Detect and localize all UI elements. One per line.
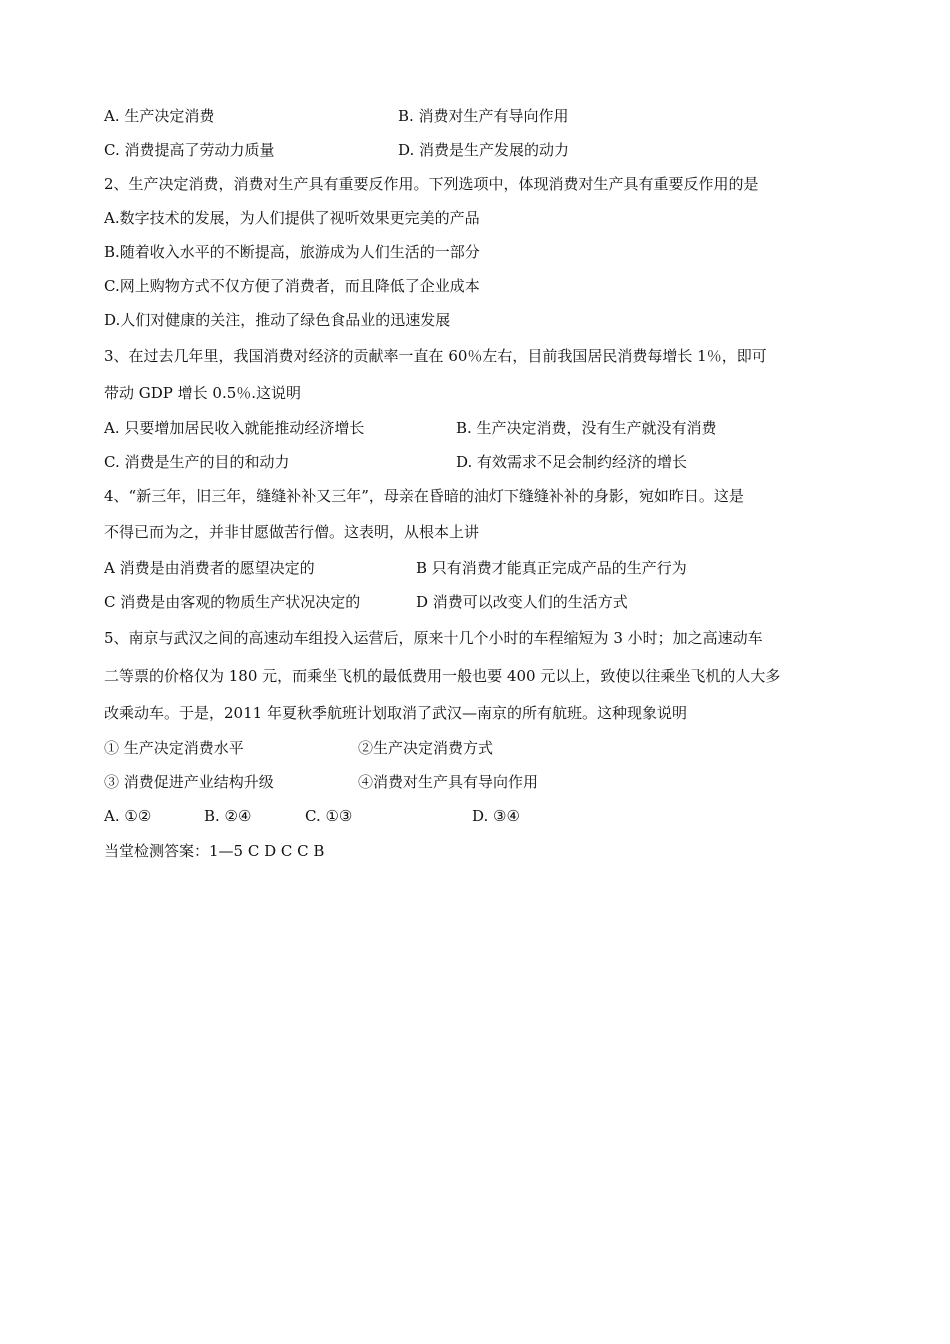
q2-option-b: B.随着收入水平的不断提高，旅游成为人们生活的一部分 [104, 243, 480, 261]
q5-option-d: D. ③④ [472, 807, 520, 825]
q4-stem-line1: 4、“新三年，旧三年，缝缝补补又三年”，母亲在昏暗的油灯下缝缝补补的身影，宛如昨日。这是 [104, 487, 744, 505]
q3-option-d: D. 有效需求不足会制约经济的增长 [456, 453, 688, 471]
q5-stem-line3: 改乘动车。于是，2011 年夏秋季航班计划取消了武汉—南京的所有航班。这种现象说明 [104, 704, 687, 722]
q2-stem: 2、生产决定消费，消费对生产具有重要反作用。下列选项中，体现消费对生产具有重要反作用的是 [104, 175, 759, 193]
q4-option-b: B 只有消费才能真正完成产品的生产行为 [416, 559, 687, 577]
answer-key: 当堂检测答案：1—5 C D C C B [104, 842, 325, 860]
q2-option-d: D.人们对健康的关注，推动了绿色食品业的迅速发展 [104, 311, 451, 329]
q5-stem-line2: 二等票的价格仅为 180 元，而乘坐飞机的最低费用一般也要 400 元以上，致使以往乘坐飞机的人大多 [104, 667, 781, 685]
q5-stem-line1: 5、南京与武汉之间的高速动车组投入运营后，原来十几个小时的车程缩短为 3 小时；加之高速动车 [104, 629, 763, 647]
q5-item-4: ④消费对生产具有导向作用 [358, 773, 539, 791]
q1-option-c: C. 消费提高了劳动力质量 [104, 141, 275, 159]
q1-option-b: B. 消费对生产有导向作用 [398, 107, 569, 125]
q2-option-c: C.网上购物方式不仅方便了消费者，而且降低了企业成本 [104, 277, 480, 295]
q3-option-c: C. 消费是生产的目的和动力 [104, 453, 290, 471]
q1-option-a: A. 生产决定消费 [104, 107, 215, 125]
q2-option-a: A.数字技术的发展，为人们提供了视听效果更完美的产品 [104, 209, 480, 227]
q4-option-d: D 消费可以改变人们的生活方式 [416, 593, 628, 611]
q4-option-c: C 消费是由客观的物质生产状况决定的 [104, 593, 361, 611]
q3-stem-line1: 3、在过去几年里，我国消费对经济的贡献率一直在 60％左右，目前我国居民消费每增长 1％，即可 [104, 347, 767, 365]
q3-option-a: A. 只要增加居民收入就能推动经济增长 [104, 419, 365, 437]
q3-stem-line2: 带动 GDP 增长 0.5％.这说明 [104, 384, 302, 402]
q4-option-a: A 消费是由消费者的愿望决定的 [104, 559, 315, 577]
q5-item-2: ②生产决定消费方式 [358, 739, 494, 757]
q5-option-b: B. ②④ [204, 807, 252, 825]
q5-item-1: ① 生产决定消费水平 [104, 739, 244, 757]
q5-item-3: ③ 消费促进产业结构升级 [104, 773, 274, 791]
q5-option-c: C. ①③ [305, 807, 353, 825]
q4-stem-line2: 不得已而为之，并非甘愿做苦行僧。这表明，从根本上讲 [104, 523, 480, 541]
q3-option-b: B. 生产决定消费，没有生产就没有消费 [456, 419, 717, 437]
q1-option-d: D. 消费是生产发展的动力 [398, 141, 570, 159]
q5-option-a: A. ①② [104, 807, 152, 825]
